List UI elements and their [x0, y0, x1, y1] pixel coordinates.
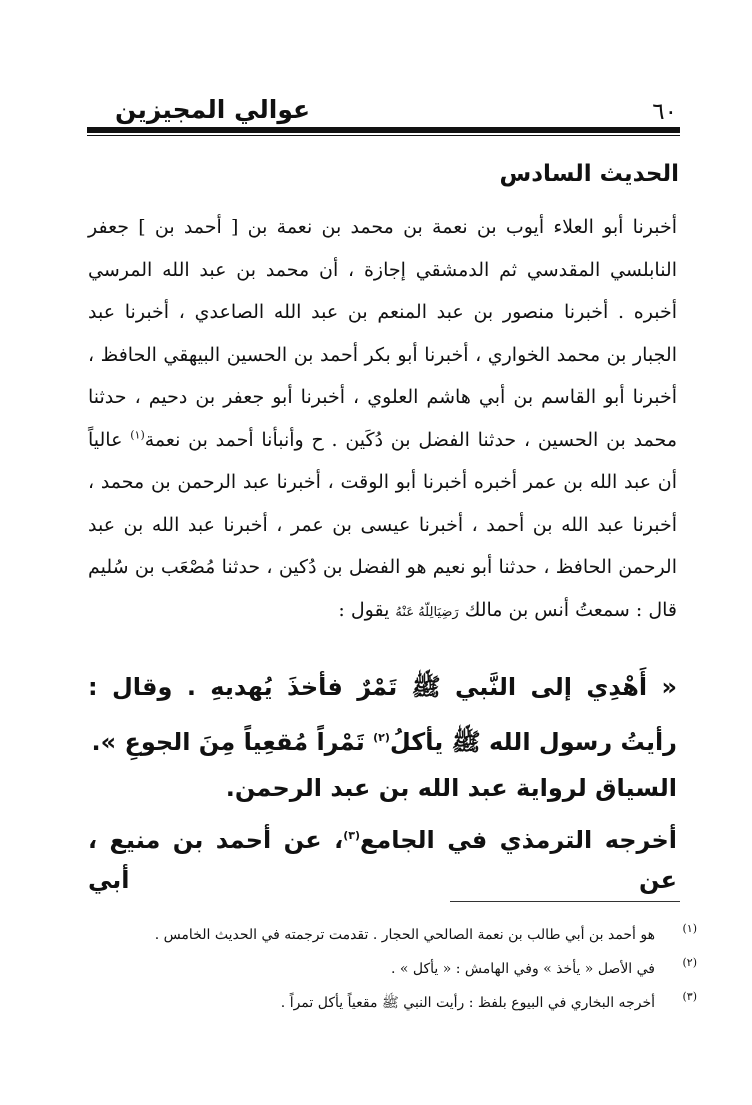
hadith-text	[88, 660, 677, 770]
footnotes	[88, 918, 697, 1020]
header-rule-thick	[87, 127, 680, 133]
isnad-text-1: أخبرنا أبو العلاء أيوب بن نعمة بن محمد بن نعمة بن [ أحمد بن ] جعفر النابلسي المقدسي ثم الدمشقي إجازة ، أن محمد بن عبد الله المرسي أخبره . أخبرنا منصور بن عبد المنعم بن عبد الله الصاعدي ، أخبرنا عبد الجبار بن محمد الخواري ، أخبرنا أبو بكر أحمد بن الحسين البيهقي الحافظ ، أخبرنا أبو القاسم بن أبي هاشم العلوي ، أخبرنا أبو جعفر بن دحيم ، حدثنا محمد بن الحسين ، حدثنا الفضل بن دُكَين . ح وأنبأنا أحمد بن نعمة	[88, 216, 678, 451]
footnote-number: (١)	[682, 922, 697, 935]
siyaq-line: السياق لرواية عبد الله بن عبد الرحمن.	[225, 774, 677, 802]
takhrij-text-1: أخرجه الترمذي في الجامع	[359, 826, 677, 854]
footnote	[88, 918, 697, 952]
isnad-text-2: عالياً أن عبد الله بن عمر أخبره أخبرنا أبو الوقت ، أخبرنا عبد الرحمن بن محمد ، أخبرنا عبد الله بن أحمد ، أخبرنا عيسى بن عمر ، أخبرنا عبد الله بن عبد الرحمن الحافظ ، حدثنا أبو نعيم هو الفضل بن دُكين ، حدثنا مُصْعَب بن سُليم قال : سمعتُ أنس بن مالك	[88, 428, 677, 621]
hadith-part-2: تَمْراً مُقعِياً مِنَ الجوعِ ».	[91, 728, 374, 756]
footnote	[88, 986, 697, 1020]
footnote-number: (٢)	[682, 956, 697, 969]
footnote	[88, 952, 697, 986]
page-number: ٦٠	[652, 99, 677, 125]
footnote-marker-3: (٣)	[343, 829, 360, 842]
footnote-text: في الأصل « يأخذ » وفي الهامش : « يأكل » .	[390, 961, 655, 977]
footnote-text: هو أحمد بن أبي طالب بن نعمة الصالحي الحجار . تقدمت ترجمته في الحديث الخامس .	[154, 927, 655, 943]
radiya-allahu-anhu-glyph: رَضِيَالِلّهُ عَنْهُ	[395, 604, 459, 620]
footnote-separator	[450, 901, 680, 902]
takhrij-line	[88, 820, 677, 900]
footnote-marker-2: (٢)	[373, 731, 390, 744]
footnote-number: (٣)	[682, 990, 697, 1003]
isnad-text-3: يقول :	[338, 598, 396, 621]
footnote-marker-1: (١)	[130, 428, 145, 442]
running-header-title: عوالي المجيزين	[115, 95, 311, 124]
section-heading: الحديث السادس	[499, 161, 679, 187]
hadith-part-1: « أَهْدِي إلى النَّبي ﷺ تَمْرٌ فأخذَ يُهديهِ . وقال : رأيتُ رسول الله ﷺ يأكلُ	[88, 673, 677, 756]
isnad-paragraph	[88, 206, 677, 634]
header-rule-thin	[87, 135, 680, 136]
takhrij-text-2: ، عن أحمد بن منيع ، عن أبي	[88, 826, 677, 894]
footnote-text: أخرجه البخاري في البيوع بلفظ : رأيت النبي ﷺ مقعياً يأكل تمراً .	[280, 995, 655, 1011]
